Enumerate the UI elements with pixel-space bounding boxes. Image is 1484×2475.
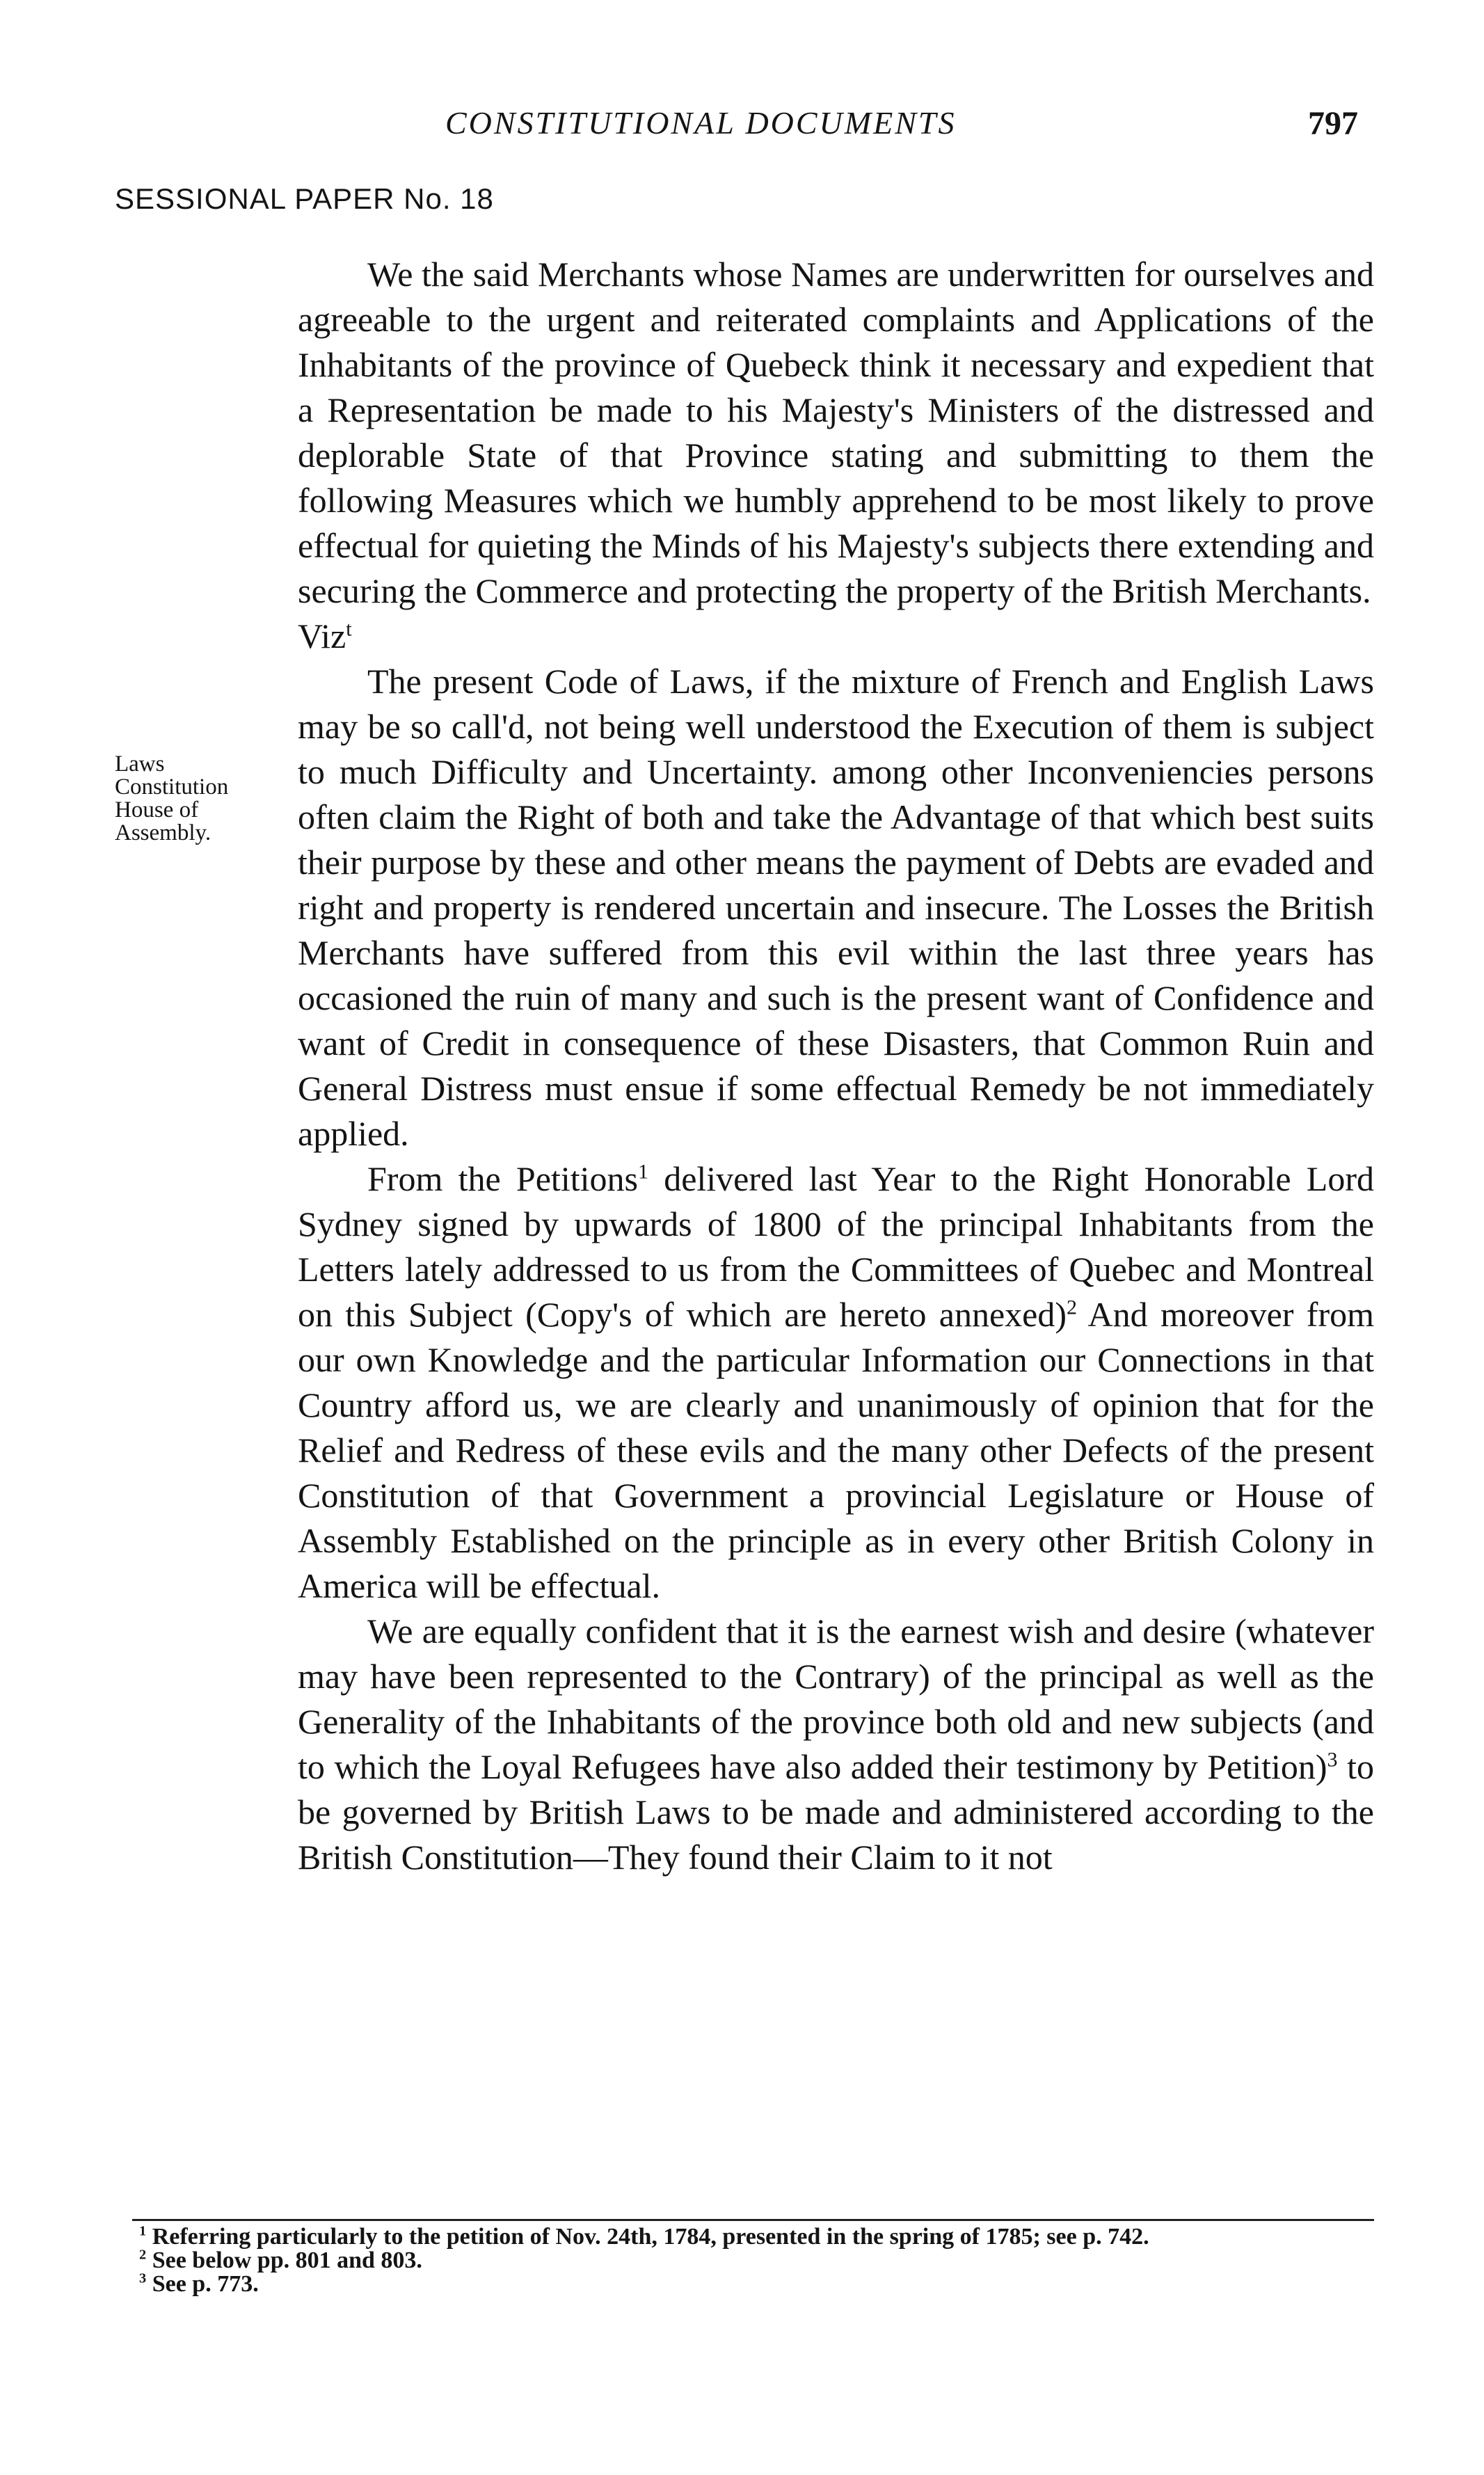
margin-note-line: Assembly. (115, 820, 212, 845)
sessional-paper-label: SESSIONAL PAPER No. 18 (115, 182, 494, 215)
margin-note-line: Constitution (115, 774, 229, 799)
footnote-mark: 3 (139, 2270, 147, 2286)
paragraph-intro: We the said Merchants whose Names are underwritten for ourselves and agreeable to the urgent and reiterated complaints and Applications of the Inhabitants of the province of Quebeck think it necessary and expedient that a Representation be made to his Majesty's Ministers of the distressed and deplorable State of that Province stating and submitting to them the following Measures which we humbly apprehend to be most likely to prove effectual for quieting the Minds of his Majesty's subjects there extending and securing the Commerce and protecting the property of the British Merchants. (298, 255, 1374, 610)
footnote-mark: 1 (139, 2223, 147, 2239)
body-text (298, 252, 1374, 1880)
footnote-mark: 2 (139, 2247, 147, 2263)
page-number: 797 (1308, 105, 1358, 142)
paragraph-laws: The present Code of Laws, if the mixture of French and English Laws may be so call'd, not being well understood the Execution of them is subject to much Difficulty and Uncertainty. among other Inconveniencies persons often claim the Right of both and take the Advantage of that which best suits their purpose by these and other means the payment of Debts are evaded and right and property is rendered uncertain and insecure. The Losses the British Merchants have suffered from this evil within the last three years has occasioned the ruin of many and such is the present want of Confidence and want of Credit in consequence of these Disasters, that Common Ruin and General Distress must ensue if some effectual Remedy be not immediately applied. (298, 662, 1374, 1153)
paragraph-text: to be governed by British Laws to be made and administered according to the British Constitution—They found their Claim to it not (298, 1747, 1374, 1877)
viz-line (298, 614, 1374, 659)
running-head (0, 104, 1484, 160)
viz-word: Viz (298, 616, 346, 655)
paragraph-text: We are equally confident that it is the earnest wish and desire (whatever may have been represented to the Contrary) of the principal as well as the Generality of the Inhabitants of the province both old and new subjects (and to which the Loyal Refugees have also added their testimony by Petition) (298, 1611, 1374, 1786)
paragraph-text: delivered last Year to the Right Honorable Lord Sydney signed by upwards of 1800 of the principal Inhabitants from the Letters lately addressed to us from the Committees of Quebec and Montreal on this Subject (Copy's of which are hereto annexed) (298, 1159, 1374, 1334)
footnote-3 (118, 2270, 1374, 2297)
paragraph-text: From the Petitions (367, 1159, 638, 1198)
margin-note (115, 753, 296, 845)
footnote-ref: 3 (1327, 1748, 1338, 1772)
footnote-1 (118, 2225, 1374, 2249)
paragraph-confidence (298, 1609, 1374, 1880)
footnote-text: See p. 773. (146, 2271, 259, 2297)
footnote-rule (132, 2219, 1374, 2221)
footnote-2 (118, 2249, 1374, 2273)
margin-note-line: Laws (115, 751, 165, 777)
footnotes (118, 2225, 1374, 2296)
paragraph-petitions (298, 1156, 1374, 1609)
viz-superscript: t (346, 617, 352, 641)
footnote-text: See below pp. 801 and 803. (146, 2247, 422, 2273)
margin-note-line: House of (115, 797, 199, 822)
footnote-ref: 1 (637, 1160, 648, 1184)
running-title: CONSTITUTIONAL DOCUMENTS (445, 105, 957, 141)
footnote-ref: 2 (1067, 1296, 1078, 1319)
paragraph-text: And moreover from our own Knowledge and the particular Information our Connections in that Country afford us, we are clearly and unanimously of opinion that for the Relief and Redress of these evils and the many other Defects of the present Constitution of that Government a provincial Legislature or House of Assembly Established on the principle as in every other British Colony in America will be effectual. (298, 1295, 1374, 1605)
footnote-text: Referring particularly to the petition of Nov. 24th, 1784, presented in the spring of 1785; see p. 742. (146, 2224, 1149, 2250)
